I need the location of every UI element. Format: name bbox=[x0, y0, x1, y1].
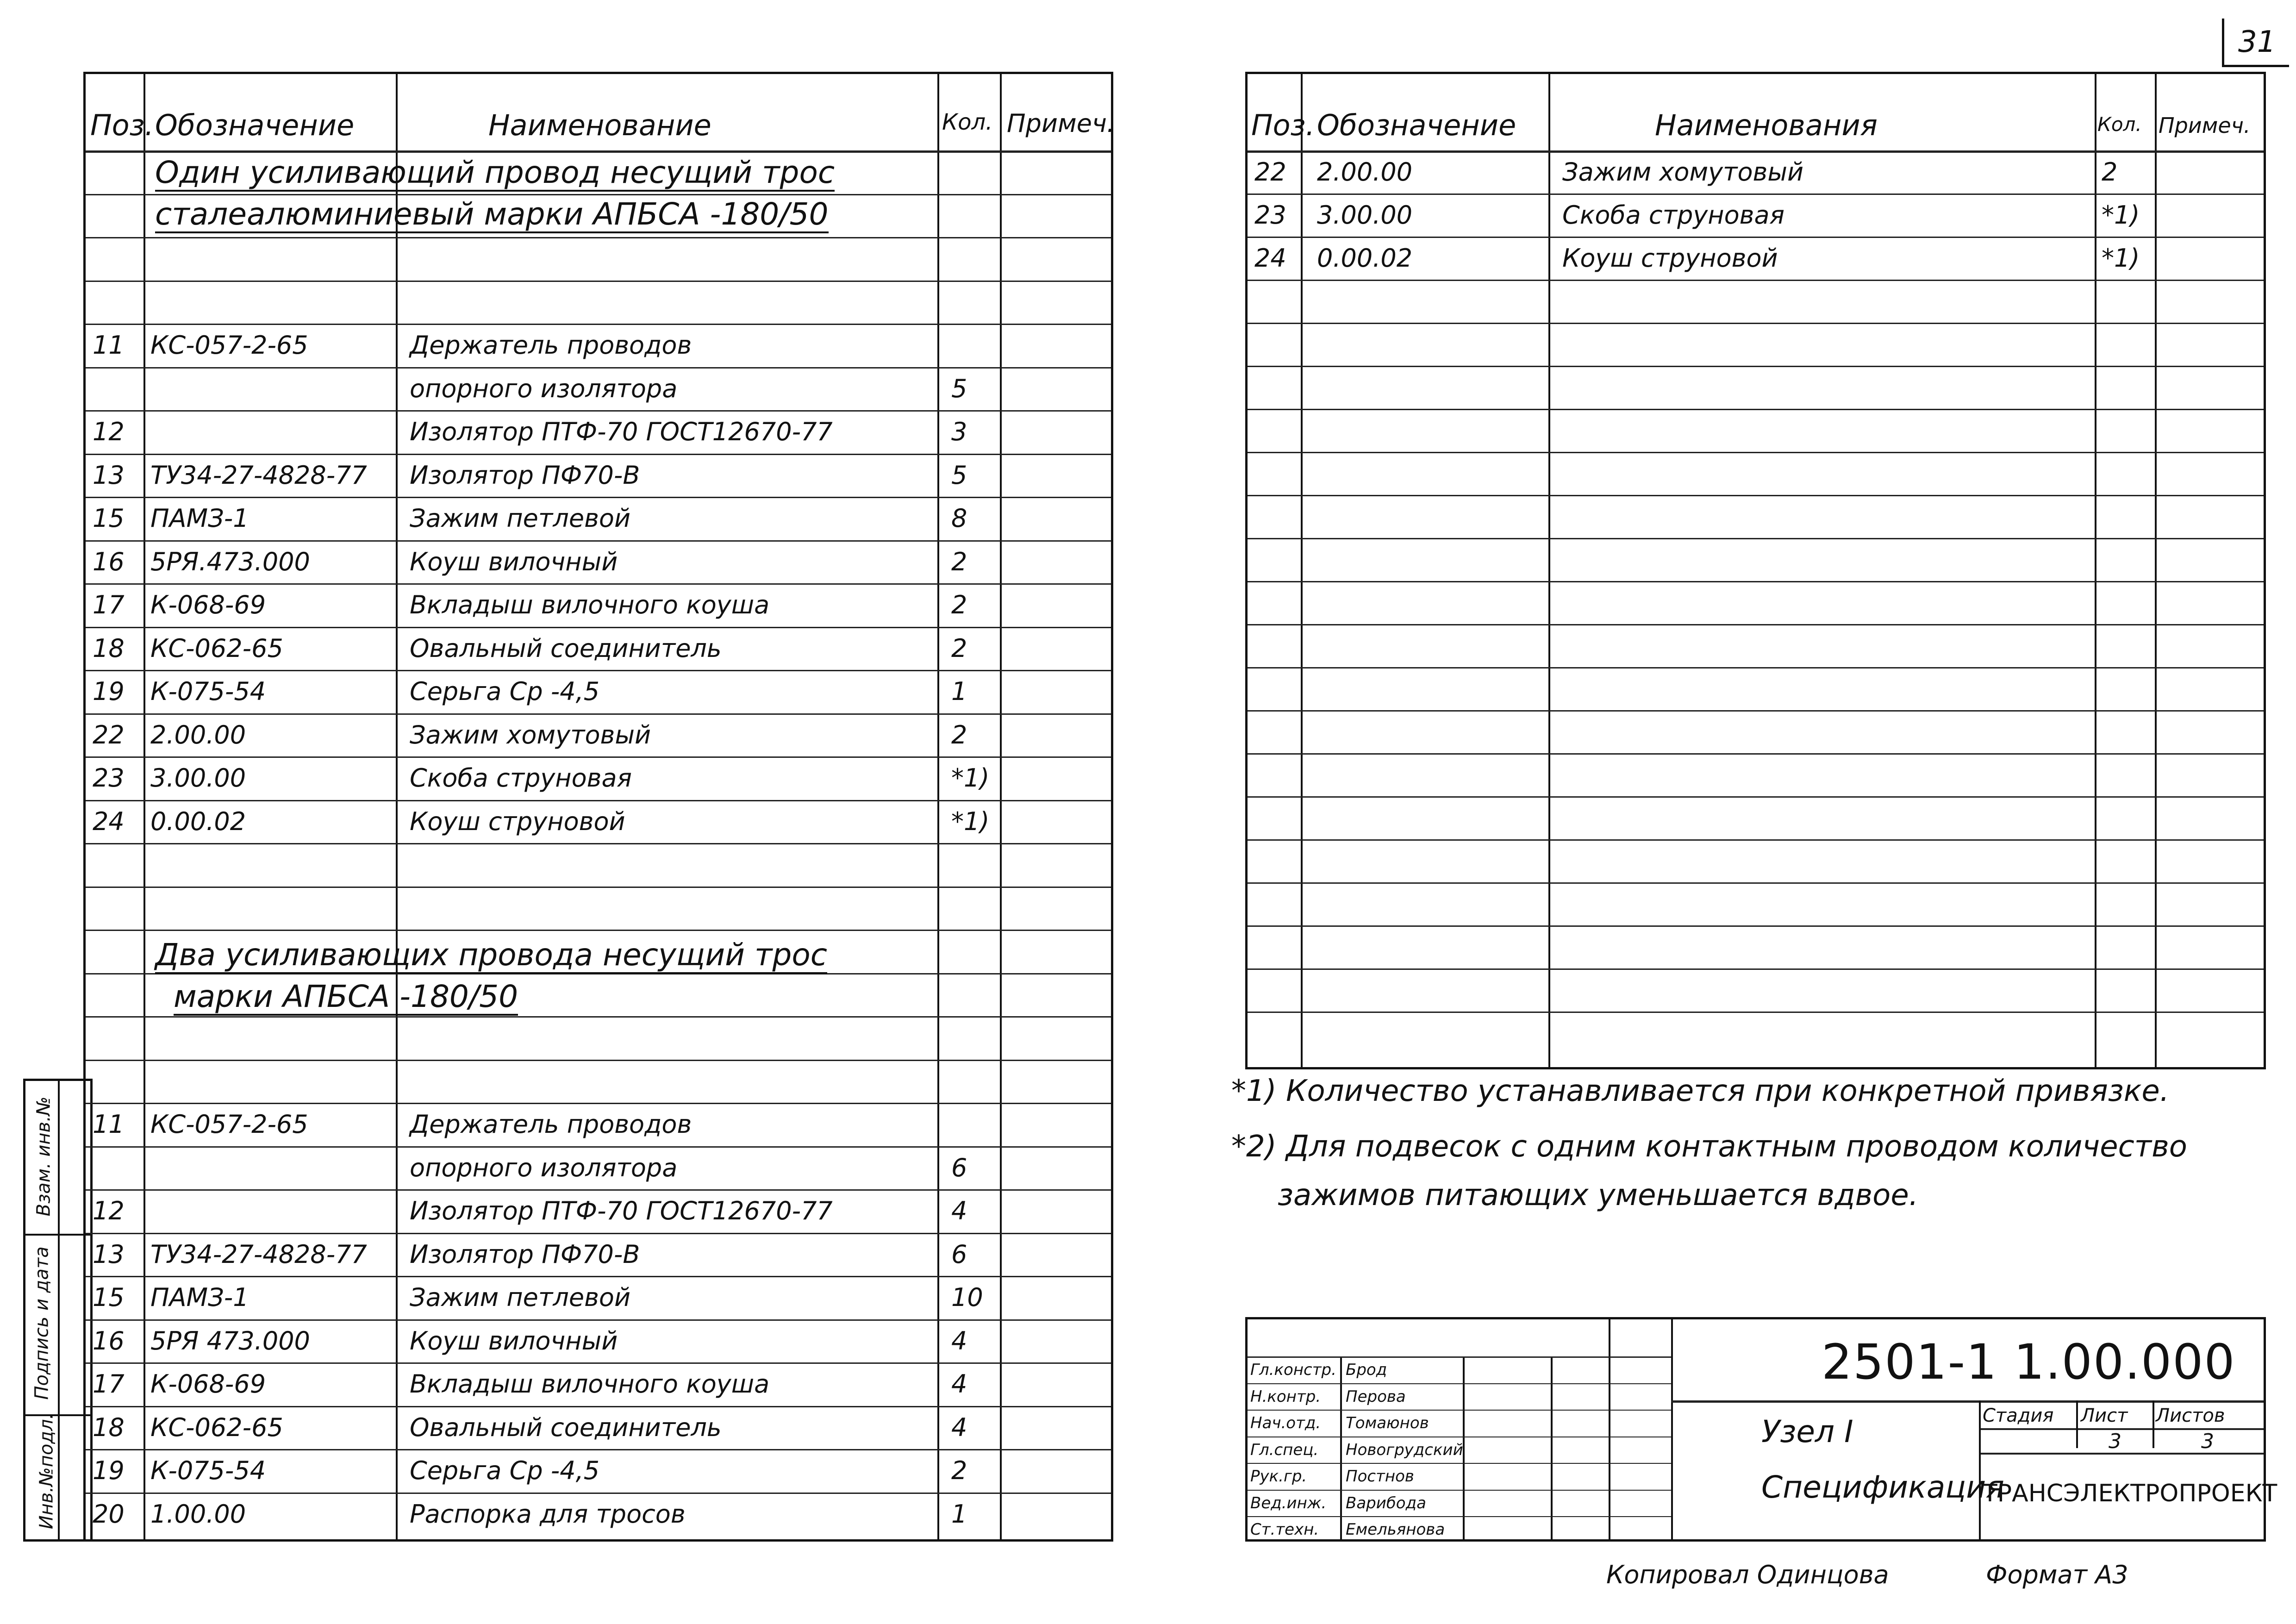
section2-title-line2: марки АПБСА -180/50 bbox=[174, 981, 518, 1016]
sec1-row-pos: 18 bbox=[93, 633, 125, 663]
sheets-value: 3 bbox=[2201, 1430, 2214, 1453]
note-1: *1) Количество устанавливается при конкретной привязке. bbox=[1231, 1074, 2170, 1108]
sec1-row-qty: 3 bbox=[951, 417, 967, 446]
sec1-row-designation: 3.00.00 bbox=[150, 763, 246, 793]
sec2-row-pos: 15 bbox=[93, 1283, 125, 1312]
sec2-row-designation: ПАМЗ-1 bbox=[150, 1283, 249, 1312]
vzam-inv-label: Взам. инв.№ bbox=[33, 1096, 55, 1217]
sec1-row-qty: 1 bbox=[951, 677, 967, 706]
sec1-row-name: Серьга Ср -4,5 bbox=[410, 677, 600, 706]
sec1-row-name: Держатель проводов bbox=[410, 331, 692, 360]
sec2-row-qty: 4 bbox=[951, 1369, 967, 1399]
left-margin-strip bbox=[23, 1079, 93, 1542]
sec2-row-name: Зажим петлевой bbox=[410, 1283, 631, 1312]
left-header-qty: Кол. bbox=[942, 109, 993, 135]
sec1-row-qty: 2 bbox=[951, 590, 967, 619]
sec2-row-name: Коуш вилочный bbox=[410, 1326, 618, 1355]
sec1-row-pos: 11 bbox=[93, 331, 125, 360]
sec2-row-pos: 18 bbox=[93, 1412, 125, 1442]
left-header-pos: Поз. bbox=[90, 108, 154, 142]
sec1-row-designation: КС-062-65 bbox=[150, 633, 283, 663]
sec1-row-designation: К-068-69 bbox=[150, 590, 266, 619]
signatory-name: Томаюнов bbox=[1346, 1414, 1429, 1432]
sec1-row-pos: 23 bbox=[93, 763, 125, 793]
sec1-row-pos: 16 bbox=[93, 547, 125, 576]
sec1-row-pos: 13 bbox=[93, 460, 125, 490]
left-header-designation: Обозначение bbox=[155, 108, 355, 142]
sec2-row-pos: 20 bbox=[93, 1499, 125, 1529]
right-header-pos: Поз. bbox=[1251, 108, 1315, 142]
sec2-row-designation: К-075-54 bbox=[150, 1456, 266, 1485]
sec1-row-qty: 2 bbox=[951, 633, 967, 663]
sec1-row-pos: 15 bbox=[93, 504, 125, 533]
sec1-row-pos: 19 bbox=[93, 677, 125, 706]
sec1-row-designation: ПАМЗ-1 bbox=[150, 504, 249, 533]
sec1-row-qty: 2 bbox=[951, 547, 967, 576]
sheet-number: 31 bbox=[2238, 25, 2276, 59]
signatory-role: Вед.инж. bbox=[1250, 1493, 1327, 1512]
sheet-label: Лист bbox=[2081, 1405, 2128, 1426]
sec2-row-designation: ТУ34-27-4828-77 bbox=[150, 1239, 367, 1269]
sec2-row-qty: 1 bbox=[951, 1499, 967, 1529]
sec2-row-name: Распорка для тросов bbox=[410, 1499, 686, 1529]
left-spec-table bbox=[83, 72, 1113, 1542]
sec2-row-qty: 4 bbox=[951, 1196, 967, 1225]
sec1-row-pos: 12 bbox=[93, 417, 125, 446]
right-row-qty: *1) bbox=[2102, 200, 2140, 230]
note-2-line1: *2) Для подвесок с одним контактным проводом количество bbox=[1231, 1130, 2187, 1164]
right-row-name: Скоба струновая bbox=[1562, 200, 1785, 230]
right-row-designation: 0.00.02 bbox=[1317, 244, 1413, 273]
sheet-value: 3 bbox=[2109, 1430, 2121, 1453]
sec1-row-designation: К-075-54 bbox=[150, 677, 266, 706]
sec2-row-qty: 2 bbox=[951, 1456, 967, 1485]
right-header-name: Наименования bbox=[1655, 108, 1878, 142]
copied-by: Копировал Одинцова bbox=[1606, 1560, 1889, 1589]
signatory-name: Варибода bbox=[1346, 1493, 1426, 1512]
sec2-row-name: Изолятор ПТФ-70 ГОСТ12670-77 bbox=[410, 1196, 833, 1225]
title-line1: Узел I bbox=[1761, 1414, 1853, 1449]
sec2-row-pos: 17 bbox=[93, 1369, 125, 1399]
sec1-row-name: Коуш вилочный bbox=[410, 547, 618, 576]
sec1-row-name: опорного изолятора bbox=[410, 374, 678, 403]
podpis-data-label: Подпись и дата bbox=[31, 1246, 53, 1400]
sec1-row-name: Коуш струновой bbox=[410, 806, 625, 836]
left-header-name: Наименование bbox=[488, 108, 711, 142]
sec2-row-designation: КС-062-65 bbox=[150, 1412, 283, 1442]
section2-title-line1: Два усиливающих провода несущий трос bbox=[155, 940, 827, 974]
sec2-row-name: опорного изолятора bbox=[410, 1153, 678, 1182]
sec2-row-pos: 12 bbox=[93, 1196, 125, 1225]
sec1-row-name: Изолятор ПФ70-В bbox=[410, 460, 640, 490]
sec2-row-name: Вкладыш вилочного коуша bbox=[410, 1369, 770, 1399]
sec1-row-designation: 0.00.02 bbox=[150, 806, 246, 836]
sec1-row-designation: КС-057-2-65 bbox=[150, 331, 308, 360]
sec2-row-designation: 1.00.00 bbox=[150, 1499, 246, 1529]
note-2-line2: зажимов питающих уменьшается вдвое. bbox=[1278, 1178, 1919, 1212]
sec1-row-qty: 8 bbox=[951, 504, 967, 533]
sec1-row-name: Вкладыш вилочного коуша bbox=[410, 590, 770, 619]
sec1-row-name: Зажим петлевой bbox=[410, 504, 631, 533]
right-row-pos: 23 bbox=[1254, 200, 1286, 230]
sec1-row-pos: 24 bbox=[93, 806, 125, 836]
right-header-note: Примеч. bbox=[2159, 113, 2251, 138]
sec2-row-name: Изолятор ПФ70-В bbox=[410, 1239, 640, 1269]
right-row-pos: 24 bbox=[1254, 244, 1286, 273]
sec1-row-qty: 5 bbox=[951, 374, 967, 403]
sec1-row-designation: ТУ34-27-4828-77 bbox=[150, 460, 367, 490]
right-row-name: Зажим хомутовый bbox=[1562, 157, 1804, 187]
sec1-row-designation: 5РЯ.473.000 bbox=[150, 547, 310, 576]
signatory-role: Ст.техн. bbox=[1250, 1520, 1319, 1539]
signatory-role: Гл.спец. bbox=[1250, 1440, 1319, 1459]
right-row-pos: 22 bbox=[1254, 157, 1286, 187]
sec2-row-name: Овальный соединитель bbox=[410, 1412, 722, 1442]
sec1-row-name: Изолятор ПТФ-70 ГОСТ12670-77 bbox=[410, 417, 833, 446]
sheets-label: Листов bbox=[2156, 1405, 2225, 1426]
signatory-name: Постнов bbox=[1346, 1467, 1414, 1486]
sec2-row-pos: 19 bbox=[93, 1456, 125, 1485]
sec1-row-name: Овальный соединитель bbox=[410, 633, 722, 663]
doc-code: 2501-1 1.00.000 bbox=[1822, 1334, 2236, 1390]
signatory-name: Брод bbox=[1346, 1361, 1387, 1379]
sec1-row-qty: 5 bbox=[951, 460, 967, 490]
sec1-row-designation: 2.00.00 bbox=[150, 720, 246, 750]
right-row-designation: 2.00.00 bbox=[1317, 157, 1413, 187]
right-row-qty: 2 bbox=[2102, 157, 2118, 187]
section1-title-line2: сталеалюминиевый марки АПБСА -180/50 bbox=[155, 199, 829, 233]
signatory-name: Емельянова bbox=[1346, 1520, 1445, 1539]
signatory-role: Н.контр. bbox=[1250, 1387, 1321, 1406]
sec2-row-pos: 11 bbox=[93, 1110, 125, 1139]
right-spec-table bbox=[1245, 72, 2266, 1069]
right-header-designation: Обозначение bbox=[1317, 108, 1516, 142]
sec2-row-name: Серьга Ср -4,5 bbox=[410, 1456, 600, 1485]
sec1-row-qty: *1) bbox=[951, 806, 990, 836]
sec2-row-qty: 4 bbox=[951, 1412, 967, 1442]
left-header-note: Примеч. bbox=[1007, 109, 1115, 138]
sec1-row-pos: 22 bbox=[93, 720, 125, 750]
sec2-row-qty: 10 bbox=[951, 1283, 983, 1312]
section1-title-line1: Один усиливающий провод несущий трос bbox=[155, 157, 835, 192]
sec2-row-qty: 6 bbox=[951, 1239, 967, 1269]
right-header-qty: Кол. bbox=[2097, 113, 2142, 136]
sec2-row-qty: 4 bbox=[951, 1326, 967, 1355]
organization: ТРАНСЭЛЕКТРОПРОЕКТ bbox=[1983, 1480, 2277, 1507]
title-block bbox=[1245, 1317, 2277, 1542]
sec1-row-qty: *1) bbox=[951, 763, 990, 793]
sec2-row-pos: 13 bbox=[93, 1239, 125, 1269]
sec1-row-name: Скоба струновая bbox=[410, 763, 632, 793]
signatory-role: Нач.отд. bbox=[1250, 1414, 1321, 1432]
sec1-row-name: Зажим хомутовый bbox=[410, 720, 651, 750]
sheet-number-box bbox=[2222, 19, 2289, 67]
sec1-row-qty: 2 bbox=[951, 720, 967, 750]
right-row-qty: *1) bbox=[2102, 244, 2140, 273]
title-line2: Спецификация bbox=[1761, 1469, 2004, 1505]
sec2-row-qty: 6 bbox=[951, 1153, 967, 1182]
inv-podl-label: Инв.№подл. bbox=[36, 1413, 57, 1530]
sec2-row-designation: КС-057-2-65 bbox=[150, 1110, 308, 1139]
sec2-row-pos: 16 bbox=[93, 1326, 125, 1355]
right-row-designation: 3.00.00 bbox=[1317, 200, 1413, 230]
sec2-row-designation: К-068-69 bbox=[150, 1369, 266, 1399]
signatory-role: Гл.констр. bbox=[1250, 1361, 1336, 1379]
signatory-name: Новогрудский bbox=[1346, 1440, 1463, 1459]
sec2-row-name: Держатель проводов bbox=[410, 1110, 692, 1139]
right-row-name: Коуш струновой bbox=[1562, 244, 1778, 273]
stage-label: Стадия bbox=[1983, 1405, 2054, 1426]
format-label: Формат А3 bbox=[1986, 1560, 2128, 1589]
signatory-role: Рук.гр. bbox=[1250, 1467, 1307, 1486]
sec1-row-pos: 17 bbox=[93, 590, 125, 619]
sec2-row-designation: 5РЯ 473.000 bbox=[150, 1326, 310, 1355]
signatory-name: Перова bbox=[1346, 1387, 1406, 1406]
